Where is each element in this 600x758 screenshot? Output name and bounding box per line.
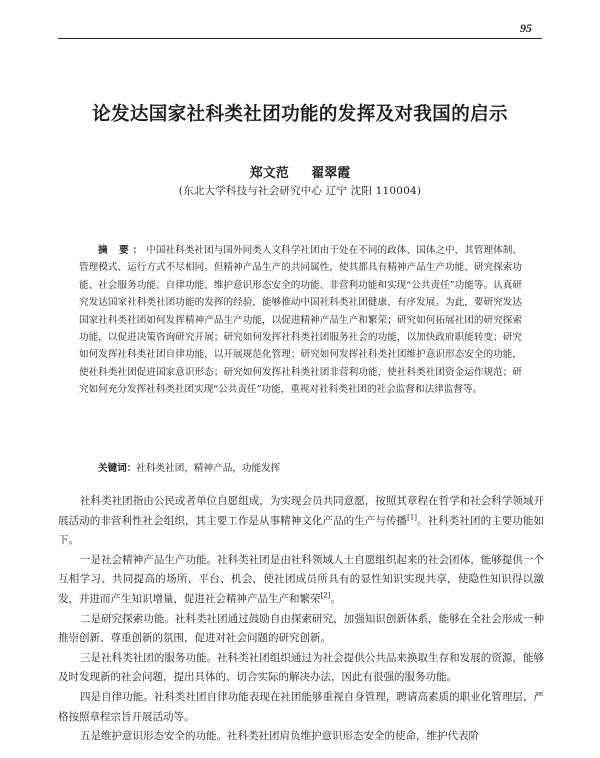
paragraph-function-3: 三是社科类社团的服务功能。社科类社团组织通过为社会提供公共品来换取生存和发展的资源，能够及时发现新的社会问题，提出具体的、切合实际的解决办法，因此有很强的服务功能。 (58, 651, 544, 684)
paragraph-intro-text: 社科类社团指由公民或者单位自愿组成，为实现会员共同意愿，按照其章程在哲学和社会科学领域开展活动的非营利性社会组织，其主要工作是从事精神文化产品的生产与传播 (58, 495, 544, 527)
article-affiliation: (东北大学科技与社会研究中心 辽宁 沈阳 110004) (178, 185, 422, 197)
header-rule (58, 38, 542, 39)
paragraph-function-2: 二是研究探索功能。社科类社团通过鼓励自由探索研究，加强知识创新体系，能够在全社会形成一种推崇创新、尊重创新的氛围，促进对社会问题的研究创新。 (58, 612, 544, 645)
body-text (58, 492, 544, 747)
paragraph-function-4: 四是自律功能。社科类社团自律功能表现在社团能够重视自身管理，聘请高素质的职业化管理层，严格按照章程宗旨开展活动等。 (58, 690, 544, 723)
page-number: 95 (520, 21, 532, 35)
abstract (79, 242, 522, 399)
keywords-label: 关键词： (98, 463, 137, 474)
article-authors: 郑文范 翟翠霞 (249, 166, 351, 181)
article-title: 论发达国家社科类社团功能的发挥及对我国的启示 (92, 104, 508, 125)
paragraph-function-5: 五是维护意识形态安全的功能。社科类社团肩负维护意识形态安全的使命，维护代表阶 (80, 730, 479, 743)
reference-2: [2] (320, 591, 331, 600)
keywords-text: 社科类社团，精神产品，功能发挥 (136, 463, 281, 474)
paragraph-function-1-end: 。 (330, 592, 341, 605)
keywords (98, 460, 522, 474)
paragraph-function-1 (58, 551, 544, 610)
paragraph-intro-end: 。社科类社团的主要功能如下。 (58, 514, 545, 547)
reference-1: [1] (407, 513, 418, 522)
paragraph-function-1-text: 一是社会精神产品生产功能。社科类社团是由社科领域人士自愿组织起来的社会团体，能够提供一个互相学习、共同提高的场所、平台、机会，使社团成员所具有的显性知识实现共享，使隐性知识得以激发，并进而产生知识增量，促进社会精神产品生产和繁荣 (58, 553, 544, 605)
abstract-label: 摘 要： (98, 245, 147, 256)
paragraph-intro (58, 492, 544, 551)
abstract-text: 中国社科类社团与国外同类人文科学社团由于处在不同的政体、国体之中，其管理体制、管理模式、运行方式不尽相同。但精神产品生产的共同属性，使其都具有精神产品生产功能、研究探索功能、社会服务功能、自律功能、维护意识形态安全的功能、非营利功能和实现“公共责任”功能等。认真研究发达国家社科类社团功能的发挥的经验，能够推动中国社科类社团健康、有序发展。为此，要研究发达国家社科类社团如何发挥精神产品生产功能，以促进精神产品生产和繁荣；研究如何拓展社团的研究探索功能，以促进决策咨询研究开展；研究如何发挥社科类社团服务社会的功能，以加快政府职能转变；研究如何发挥社科类社团自律功能，以开展规范化管理；研究如何发挥社科类社团维护意识形态安全的功能，使社科类社团促进国家意识形态；研究如何发挥社科类社团非营利功能，使社科类社团资金运作规范；研究如何充分发挥社科类社团实现“公共责任”功能，重视对社科类社团的社会监督和法律监督等。 (79, 245, 523, 396)
